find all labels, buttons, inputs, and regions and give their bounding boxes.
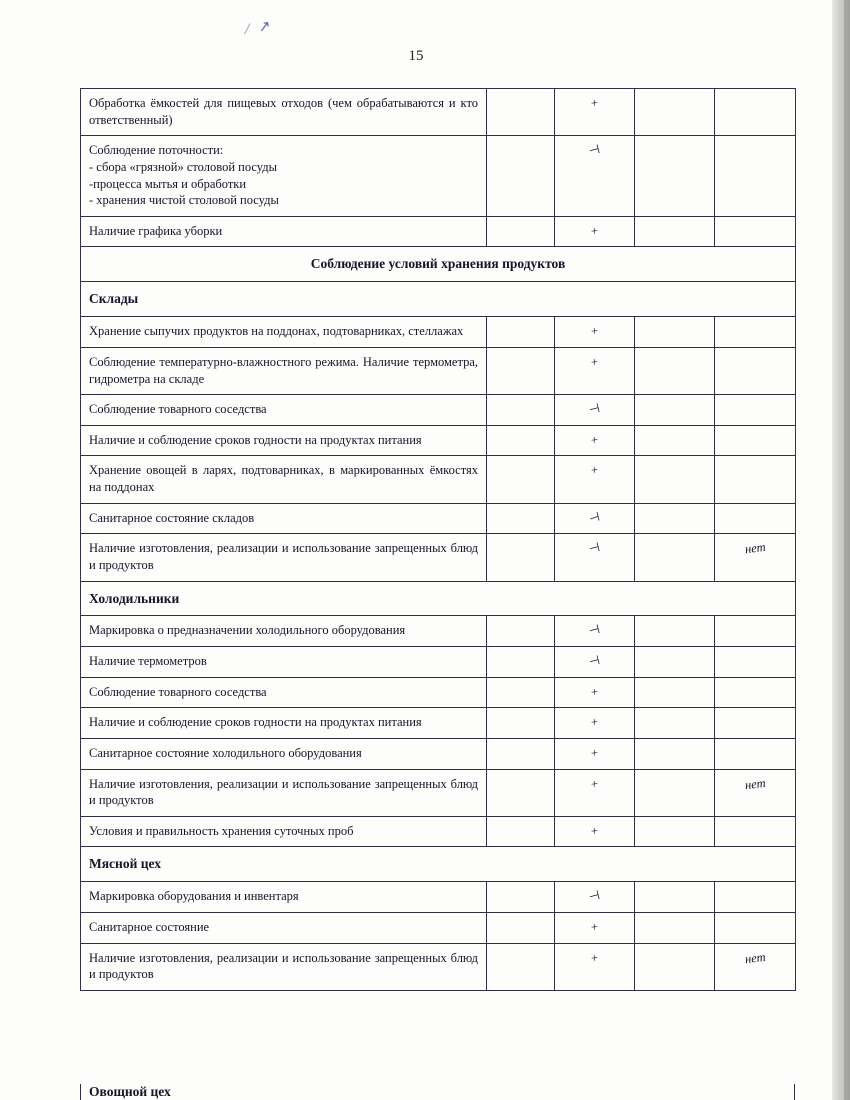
note-cell[interactable] [715, 136, 796, 217]
checklist-item-text: Хранение овощей в ларях, подтоварниках, в маркированных ёмкостях на поддонах [81, 456, 487, 503]
checkmark-cell[interactable] [555, 456, 635, 503]
note-cell[interactable] [715, 769, 796, 816]
table-row [81, 943, 796, 990]
column-a-cell[interactable] [487, 769, 555, 816]
note-cell[interactable] [715, 216, 796, 247]
note-cell[interactable] [715, 708, 796, 739]
note-cell[interactable] [715, 943, 796, 990]
handwritten-check-mark: + [590, 223, 599, 239]
handwritten-check-mark: + [590, 432, 599, 448]
column-a-cell[interactable] [487, 677, 555, 708]
table-row [81, 216, 796, 247]
note-cell[interactable] [715, 816, 796, 847]
checklist-item-text: Хранение сыпучих продуктов на поддонах, подтоварниках, стеллажах [81, 317, 487, 348]
handwritten-check-mark: ⊣ [587, 142, 602, 159]
column-a-cell[interactable] [487, 136, 555, 217]
checklist-item-text: Соблюдение поточности: - сбора «грязной» столовой посуды -процесса мытья и обработки - хранения чистой столовой посуды [81, 136, 487, 217]
column-a-cell[interactable] [487, 395, 555, 426]
checklist-rows [81, 89, 796, 991]
column-c-cell[interactable] [635, 456, 715, 503]
note-cell[interactable] [715, 456, 796, 503]
column-c-cell[interactable] [635, 503, 715, 534]
note-cell[interactable] [715, 647, 796, 678]
column-a-cell[interactable] [487, 503, 555, 534]
note-cell[interactable] [715, 425, 796, 456]
handwritten-check-mark: ⊣ [587, 401, 602, 418]
subsection-header-row [81, 847, 796, 882]
checklist-item-text: Наличие изготовления, реализации и использование запрещенных блюд и продуктов [81, 943, 487, 990]
column-c-cell[interactable] [635, 738, 715, 769]
checkmark-cell[interactable] [555, 882, 635, 913]
checkmark-cell[interactable] [555, 708, 635, 739]
checklist-item-text: Соблюдение товарного соседства [81, 395, 487, 426]
column-a-cell[interactable] [487, 317, 555, 348]
column-c-cell[interactable] [635, 425, 715, 456]
handwritten-check-mark: ⊣ [587, 653, 602, 670]
subsection-title: Склады [81, 282, 796, 317]
subsection-title: Мясной цех [81, 847, 796, 882]
handwritten-check-mark: + [590, 463, 599, 478]
column-a-cell[interactable] [487, 347, 555, 394]
handwritten-note: нет [743, 540, 767, 557]
handwritten-check-mark: ⊣ [587, 622, 602, 639]
checklist-item-text: Наличие и соблюдение сроков годности на продуктах питания [81, 425, 487, 456]
checklist-item-text: Наличие термометров [81, 647, 487, 678]
checkmark-cell[interactable] [555, 816, 635, 847]
table-row [81, 347, 796, 394]
table-row [81, 317, 796, 348]
column-a-cell[interactable] [487, 738, 555, 769]
column-c-cell[interactable] [635, 647, 715, 678]
handwritten-check-mark: + [590, 745, 599, 761]
note-cell[interactable] [715, 534, 796, 581]
table-row [81, 503, 796, 534]
note-cell[interactable] [715, 882, 796, 913]
checklist-item-text: Наличие графика уборки [81, 216, 487, 247]
column-a-cell[interactable] [487, 647, 555, 678]
handwritten-check-mark: + [590, 823, 599, 839]
checklist-item-text: Соблюдение товарного соседства [81, 677, 487, 708]
table-row [81, 136, 796, 217]
handwritten-check-mark: + [590, 776, 599, 791]
handwritten-check-mark: + [590, 95, 599, 111]
subsection-header-row [81, 581, 796, 616]
column-a-cell[interactable] [487, 816, 555, 847]
checklist-item-text: Условия и правильность хранения суточных проб [81, 816, 487, 847]
table-row [81, 647, 796, 678]
checkmark-cell[interactable] [555, 216, 635, 247]
checkmark-cell[interactable] [555, 136, 635, 217]
table-row [81, 708, 796, 739]
table-row [81, 456, 796, 503]
section-title: Соблюдение условий хранения продуктов [81, 247, 796, 282]
handwritten-check-mark: ⊣ [587, 508, 602, 527]
checkmark-cell[interactable] [555, 534, 635, 581]
section-header-row [81, 247, 796, 282]
note-cell[interactable] [715, 395, 796, 426]
table-row [81, 89, 796, 136]
handwritten-check-mark: + [590, 715, 599, 730]
checkmark-cell[interactable] [555, 769, 635, 816]
checkmark-cell[interactable] [555, 738, 635, 769]
cut-off-subsection: Овощной цех [80, 1084, 795, 1100]
checkmark-cell[interactable] [555, 943, 635, 990]
column-a-cell[interactable] [487, 882, 555, 913]
checklist-item-text: Санитарное состояние складов [81, 503, 487, 534]
column-c-cell[interactable] [635, 816, 715, 847]
checklist-item-text: Наличие изготовления, реализации и использование запрещенных блюд и продуктов [81, 534, 487, 581]
handwritten-check-mark: + [590, 354, 599, 370]
handwritten-check-mark: + [590, 684, 599, 700]
note-cell[interactable] [715, 347, 796, 394]
note-cell[interactable] [715, 677, 796, 708]
note-cell[interactable] [715, 503, 796, 534]
checklist-item-text: Маркировка оборудования и инвентаря [81, 882, 487, 913]
checklist-item-text: Маркировка о предназначении холодильного оборудования [81, 616, 487, 647]
column-a-cell[interactable] [487, 616, 555, 647]
checkmark-cell[interactable] [555, 317, 635, 348]
checkmark-cell[interactable] [555, 89, 635, 136]
note-cell[interactable] [715, 913, 796, 944]
checkmark-cell[interactable] [555, 395, 635, 426]
column-c-cell[interactable] [635, 216, 715, 247]
column-c-cell[interactable] [635, 317, 715, 348]
column-c-cell[interactable] [635, 677, 715, 708]
checkmark-cell[interactable] [555, 347, 635, 394]
handwritten-check-mark: ⊣ [587, 888, 602, 905]
subsection-title: Холодильники [81, 581, 796, 616]
margin-scribble: ⁄ ↗ [245, 18, 275, 38]
column-a-cell[interactable] [487, 534, 555, 581]
column-c-cell[interactable] [635, 347, 715, 394]
note-cell[interactable] [715, 89, 796, 136]
checklist-item-text: Наличие и соблюдение сроков годности на продуктах питания [81, 708, 487, 739]
column-a-cell[interactable] [487, 456, 555, 503]
scan-edge-dark [844, 0, 850, 1100]
column-a-cell[interactable] [487, 913, 555, 944]
column-a-cell[interactable] [487, 425, 555, 456]
table-row [81, 395, 796, 426]
column-c-cell[interactable] [635, 943, 715, 990]
note-cell[interactable] [715, 317, 796, 348]
column-a-cell[interactable] [487, 216, 555, 247]
table-row [81, 738, 796, 769]
table-row [81, 769, 796, 816]
handwritten-check-mark: + [590, 950, 599, 966]
checkmark-cell[interactable] [555, 913, 635, 944]
table-row [81, 616, 796, 647]
column-c-cell[interactable] [635, 136, 715, 217]
subsection-header-row [81, 282, 796, 317]
table-row [81, 882, 796, 913]
table-row [81, 913, 796, 944]
column-a-cell[interactable] [487, 89, 555, 136]
column-c-cell[interactable] [635, 616, 715, 647]
checklist-item-text: Соблюдение температурно-влажностного режима. Наличие термометра, гидрометра на складе [81, 347, 487, 394]
handwritten-note: нет [743, 775, 767, 792]
checkmark-cell[interactable] [555, 647, 635, 678]
checkmark-cell[interactable] [555, 616, 635, 647]
table-row [81, 425, 796, 456]
column-c-cell[interactable] [635, 913, 715, 944]
checklist-item-text: Санитарное состояние [81, 913, 487, 944]
checklist-item-text: Санитарное состояние холодильного оборудования [81, 738, 487, 769]
column-c-cell[interactable] [635, 769, 715, 816]
column-c-cell[interactable] [635, 395, 715, 426]
checklist-item-text: Обработка ёмкостей для пищевых отходов (чем обрабатываются и кто ответственный) [81, 89, 487, 136]
page-number: 15 [408, 48, 424, 64]
note-cell[interactable] [715, 616, 796, 647]
checklist-item-text: Наличие изготовления, реализации и использование запрещенных блюд и продуктов [81, 769, 487, 816]
column-a-cell[interactable] [487, 943, 555, 990]
table-row [81, 534, 796, 581]
table-row [81, 816, 796, 847]
handwritten-check-mark: + [590, 323, 599, 339]
table-row [81, 677, 796, 708]
handwritten-check-mark: ⊣ [587, 540, 602, 557]
handwritten-note: нет [743, 949, 767, 966]
column-a-cell[interactable] [487, 708, 555, 739]
column-c-cell[interactable] [635, 89, 715, 136]
note-cell[interactable] [715, 738, 796, 769]
checkmark-cell[interactable] [555, 425, 635, 456]
checkmark-cell[interactable] [555, 677, 635, 708]
handwritten-check-mark: + [590, 919, 599, 935]
inspection-checklist-table [80, 88, 796, 991]
column-c-cell[interactable] [635, 708, 715, 739]
checkmark-cell[interactable] [555, 503, 635, 534]
column-c-cell[interactable] [635, 534, 715, 581]
column-c-cell[interactable] [635, 882, 715, 913]
